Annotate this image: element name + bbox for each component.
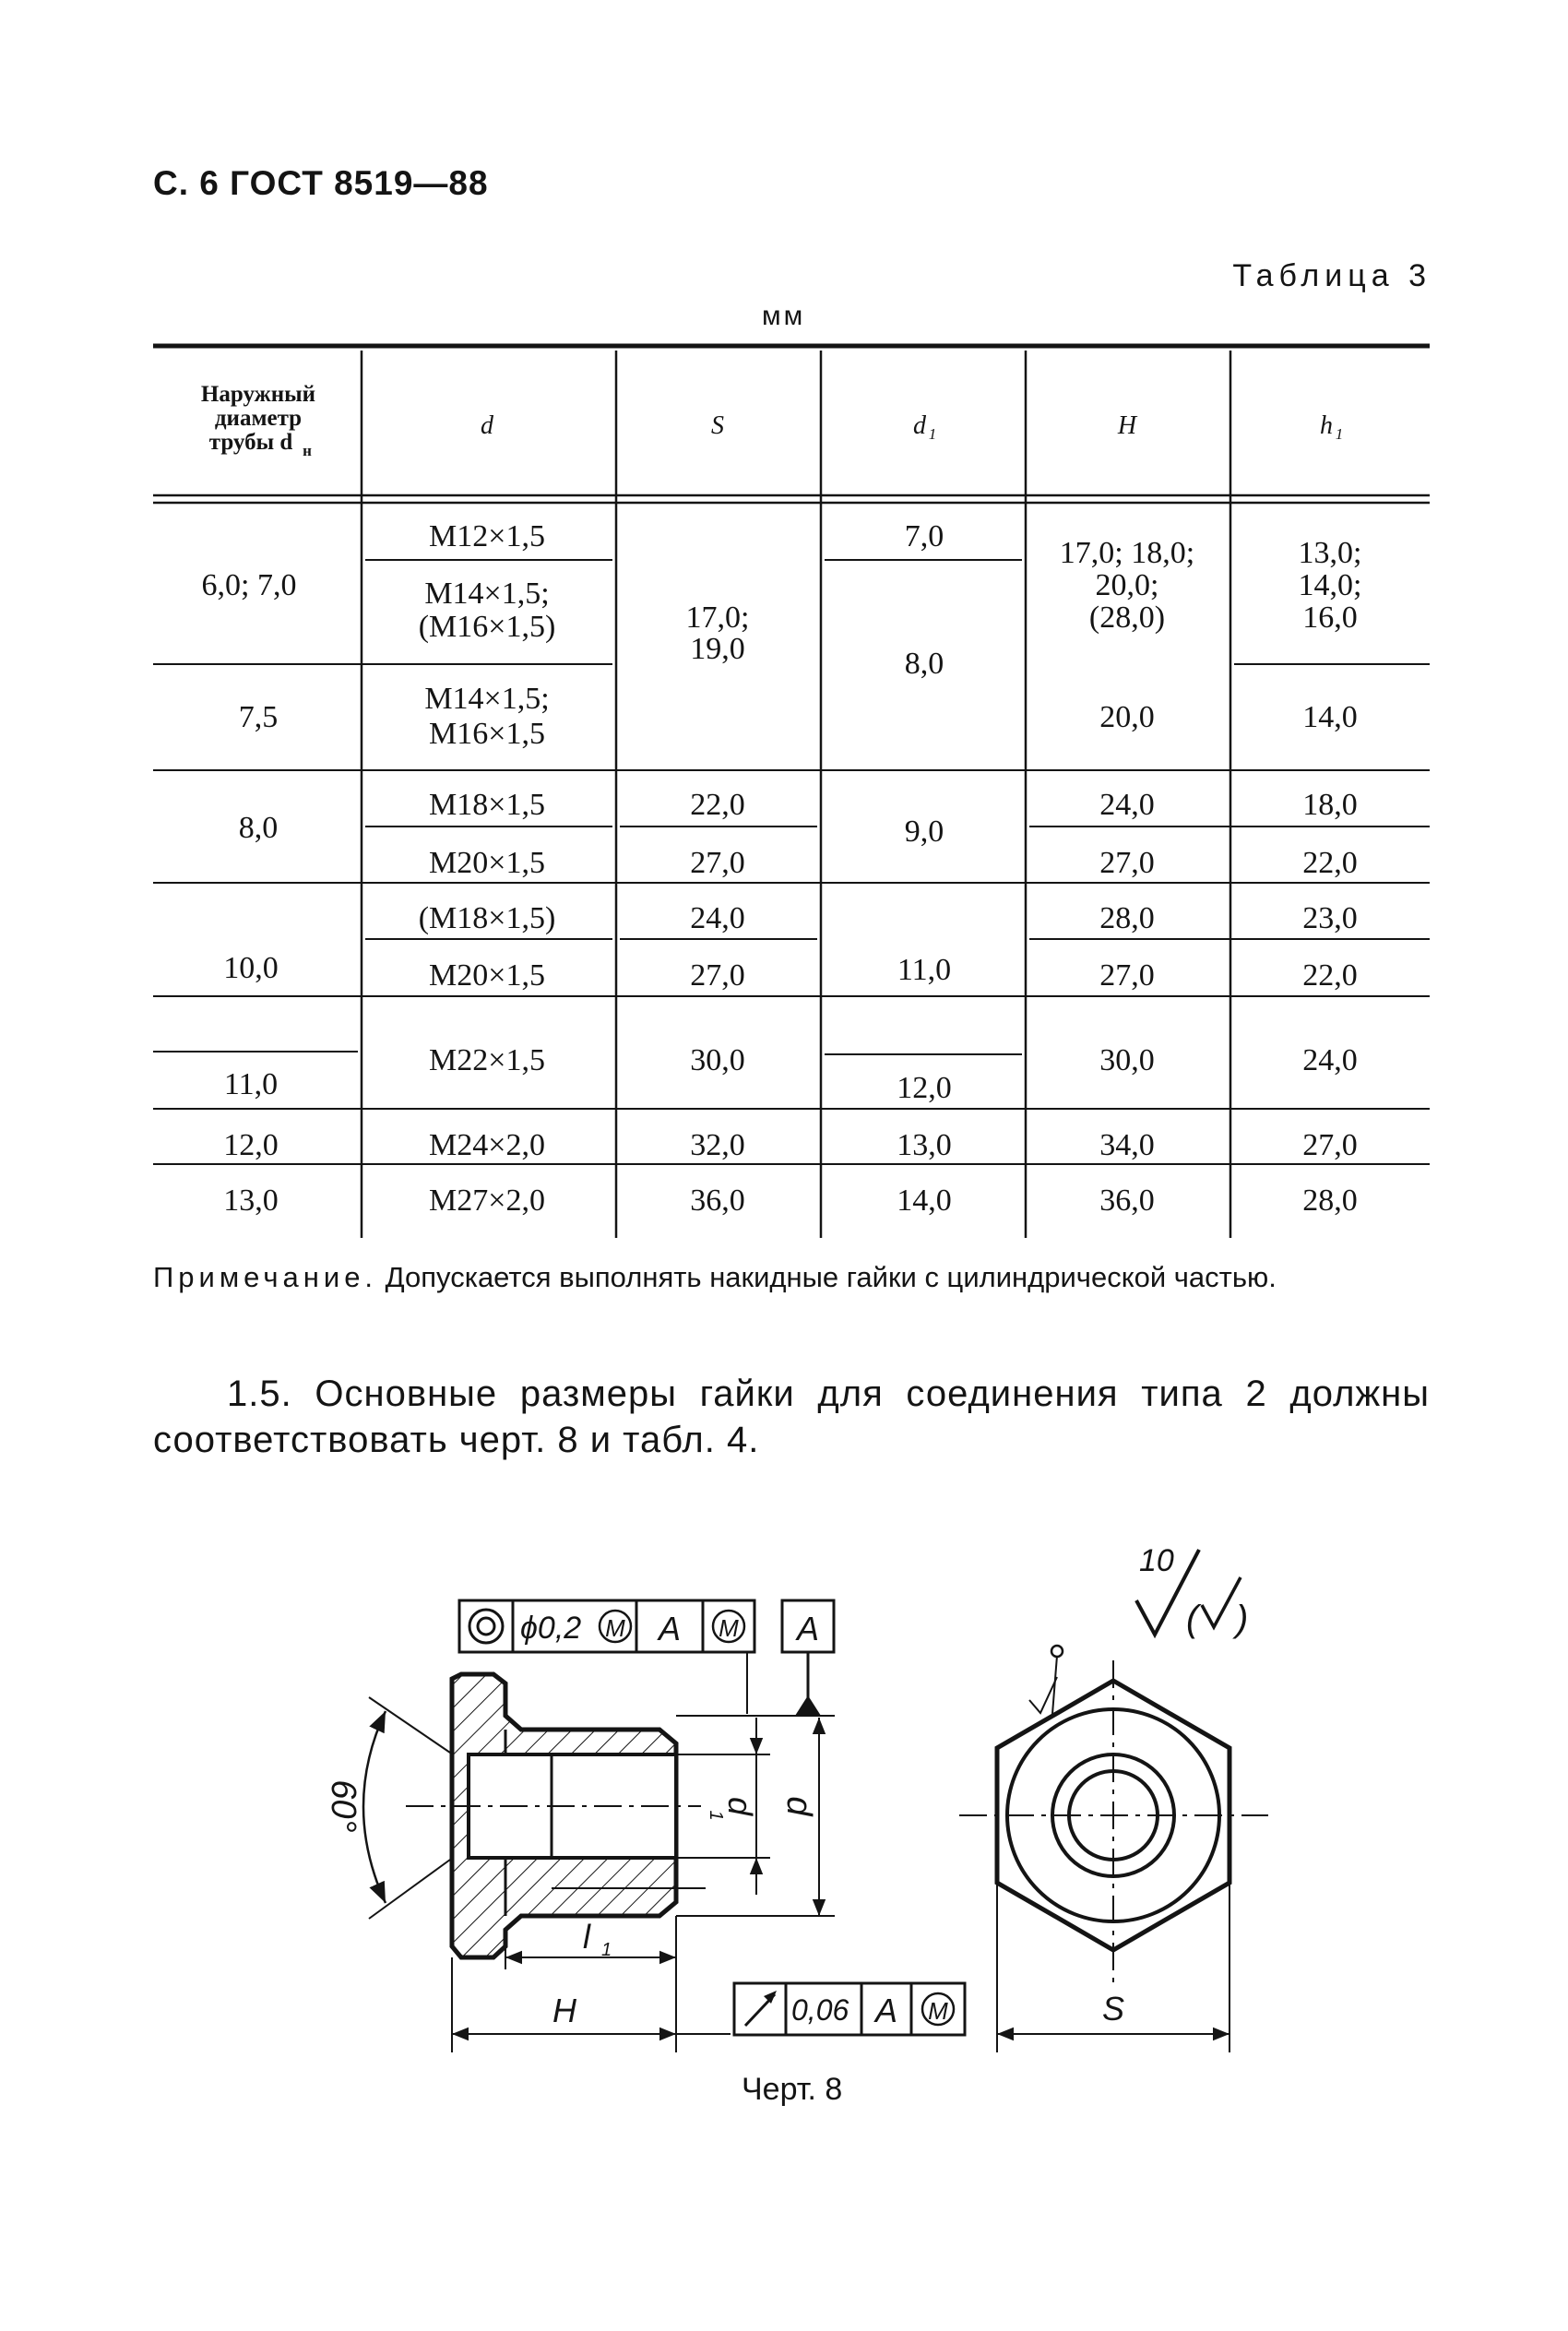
cell-d: M20×1,5 — [429, 958, 545, 993]
table-units: мм — [762, 301, 806, 331]
cell-s: 22,0 — [690, 788, 745, 822]
cell-dn: 13,0 — [223, 1183, 279, 1218]
cell-h: 24,0 — [1099, 788, 1155, 822]
cell-d1: 11,0 — [897, 953, 952, 987]
cell-h: 20,0; — [1095, 568, 1159, 602]
cell-d: M22×1,5 — [429, 1043, 545, 1077]
frame2-datum: A — [874, 1992, 898, 2029]
frame1-mod2: M — [719, 1614, 739, 1642]
cell-h1: 13,0; — [1298, 536, 1362, 570]
cell-h1: 16,0 — [1302, 601, 1358, 635]
header-h1-sub: 1 — [1335, 425, 1344, 443]
roughness-value: 10 — [1139, 1543, 1174, 1578]
header-s: S — [711, 411, 724, 440]
header-d1: d — [913, 411, 926, 440]
angle-dimension — [324, 1697, 450, 1919]
cell-h: 30,0 — [1099, 1043, 1155, 1077]
cell-d1: 9,0 — [904, 815, 944, 849]
cell-h1: 18,0 — [1302, 788, 1358, 822]
table-caption: Таблица 3 — [1232, 258, 1431, 293]
cell-d1: 12,0 — [897, 1071, 952, 1105]
angle-label: 60° — [324, 1779, 362, 1833]
cell-s: 36,0 — [690, 1183, 745, 1218]
cell-d: (M16×1,5) — [418, 610, 556, 644]
roughness-icon — [1136, 1543, 1248, 1639]
note-label: Примечание. — [153, 1261, 378, 1293]
cell-h: 17,0; 18,0; — [1059, 536, 1195, 570]
dim-l1: l — [583, 1918, 590, 1956]
frame1-value: ϕ0,2 — [520, 1611, 582, 1646]
cell-h1: 23,0 — [1302, 901, 1358, 935]
section-paragraph: 1.5. Основные размеры гайки для соединения типа 2 должны соответствовать черт. 8 и табл. 4. — [153, 1374, 1430, 1460]
note-text: Допускается выполнять накидные гайки с цилиндрической частью. — [385, 1261, 1277, 1293]
dim-d1-sub: 1 — [706, 1810, 726, 1821]
cell-d: M18×1,5 — [429, 788, 545, 822]
cell-h: 27,0 — [1099, 958, 1155, 993]
cell-d: M14×1,5; — [424, 682, 550, 716]
cell-dn: 7,5 — [238, 700, 279, 734]
cell-h1: 28,0 — [1302, 1183, 1358, 1218]
dim-s: S — [1101, 1990, 1125, 2028]
dim-l1-sub: 1 — [601, 1940, 612, 1960]
cell-s: 24,0 — [690, 901, 745, 935]
cell-s: 32,0 — [690, 1128, 745, 1162]
cell-d: M24×2,0 — [429, 1128, 545, 1162]
cell-dn: 10,0 — [223, 951, 279, 985]
cell-d: M14×1,5; — [424, 577, 550, 611]
cell-h: 34,0 — [1099, 1128, 1155, 1162]
cell-d: M27×2,0 — [429, 1183, 545, 1218]
cell-d: (M18×1,5) — [418, 901, 556, 935]
header-d: d — [481, 411, 493, 440]
cell-h1: 24,0 — [1302, 1043, 1358, 1077]
cell-dn: 11,0 — [223, 1067, 279, 1101]
cell-s: 27,0 — [690, 846, 745, 880]
roughness-bracket-icon: ) — [1236, 1599, 1249, 1639]
cell-dn: 12,0 — [223, 1128, 279, 1162]
dim-h: H — [552, 1992, 576, 2029]
cell-s: 27,0 — [690, 958, 745, 993]
cell-s: 17,0; — [685, 601, 750, 635]
cell-d1: 13,0 — [897, 1128, 952, 1162]
cell-h1: 14,0 — [1302, 700, 1358, 734]
dim-d1: d — [721, 1796, 759, 1816]
header-dn-line2: диаметр — [214, 406, 303, 431]
cell-h1: 22,0 — [1302, 958, 1358, 993]
header-dn-sub: н — [303, 442, 312, 459]
table-note — [153, 1262, 1430, 1293]
frame1-datum: A — [658, 1610, 682, 1647]
cell-d1: 7,0 — [904, 519, 944, 553]
cell-h: (28,0) — [1088, 601, 1166, 635]
cell-d: M16×1,5 — [429, 717, 545, 751]
header-dn-line1: Наружный — [200, 382, 316, 407]
cell-s: 19,0 — [690, 632, 745, 666]
cell-dn: 8,0 — [238, 811, 279, 845]
dim-d: d — [779, 1796, 818, 1816]
cell-dn: 6,0; 7,0 — [201, 568, 297, 602]
frame1-mod: M — [605, 1614, 625, 1642]
cell-d1: 14,0 — [897, 1183, 952, 1218]
page-header: С. 6 ГОСТ 8519—88 — [153, 164, 489, 202]
cell-s: 30,0 — [690, 1043, 745, 1077]
cell-h1: 14,0; — [1298, 568, 1362, 602]
tolerance-frame-2 — [734, 1983, 965, 2035]
cell-h: 36,0 — [1099, 1183, 1155, 1218]
roughness-bracket-icon: ( — [1186, 1599, 1199, 1639]
header-h: H — [1117, 411, 1137, 440]
cell-h1: 22,0 — [1302, 846, 1358, 880]
nut-front-view — [959, 1646, 1268, 2052]
cell-h1: 27,0 — [1302, 1128, 1358, 1162]
frame2-value: 0,06 — [791, 1993, 849, 2027]
cell-h: 27,0 — [1099, 846, 1155, 880]
header-dn-line3: трубы d — [208, 430, 293, 455]
cell-d1: 8,0 — [904, 647, 944, 681]
frame2-mod: M — [928, 1997, 948, 2025]
header-h1: h — [1320, 411, 1333, 440]
cell-h: 28,0 — [1099, 901, 1155, 935]
cell-d: M12×1,5 — [429, 519, 545, 553]
drawing-8 — [0, 1513, 1568, 2085]
figure-caption: Черт. 8 — [742, 2072, 843, 2107]
cell-d: M20×1,5 — [429, 846, 545, 880]
header-d1-sub: 1 — [928, 425, 937, 443]
datum-label: A — [796, 1610, 820, 1647]
cell-h: 20,0 — [1099, 700, 1155, 734]
diameter-dimensions — [676, 1718, 835, 1916]
nut-section-view — [406, 1674, 706, 1957]
